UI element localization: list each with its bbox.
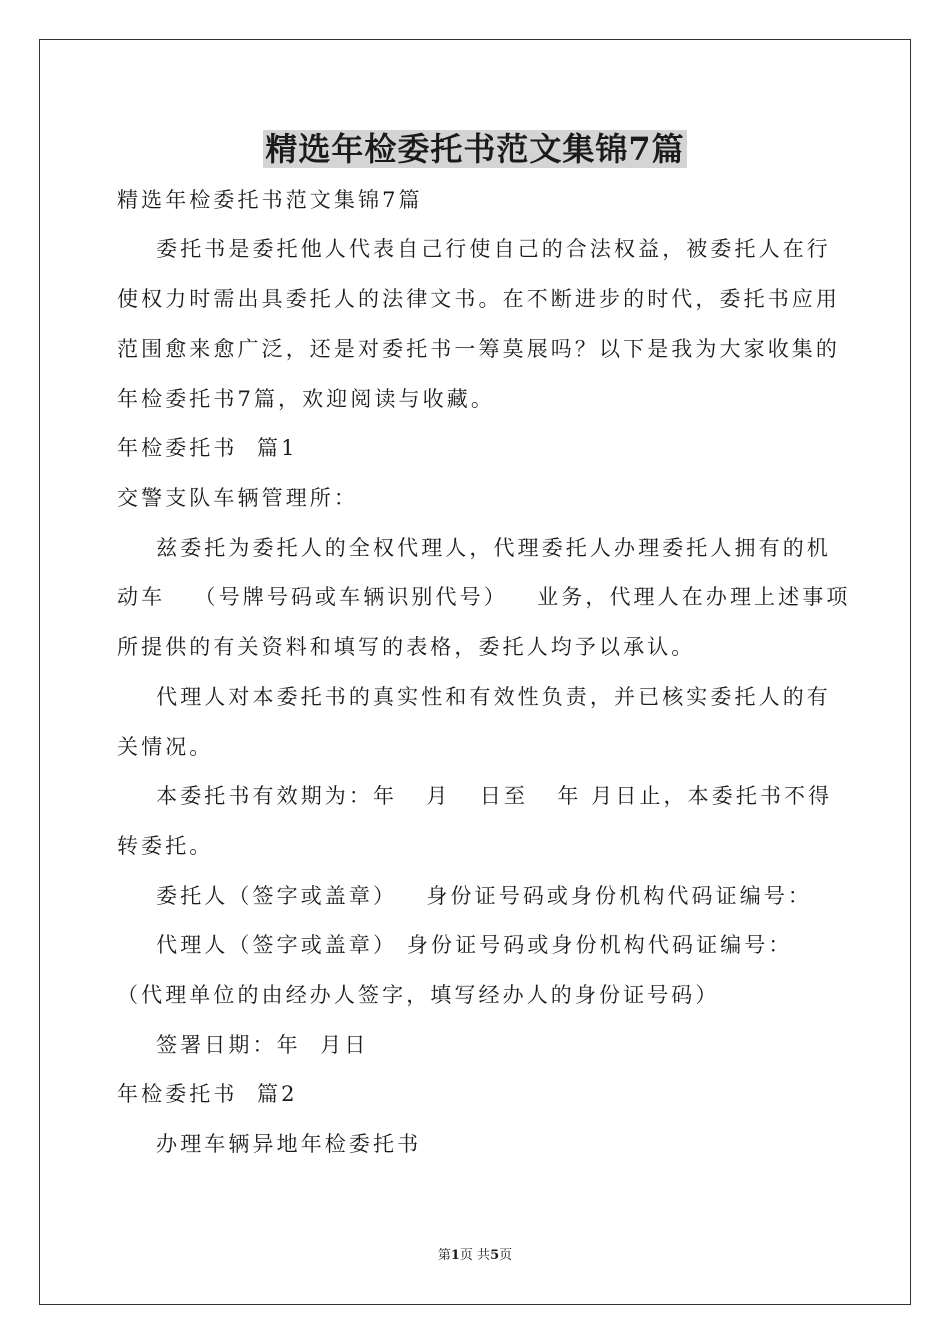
footer-total-pages: 5 xyxy=(490,1248,500,1263)
paragraph-line: 办理车辆异地年检委托书 xyxy=(117,1132,422,1156)
paragraph-line: 委托书是委托他人代表自己行使自己的合法权益，被委托人在行 xyxy=(117,237,831,261)
signature-line: 委托人（签字或盖章） 身份证号码或身份机构代码证编号： xyxy=(117,884,813,908)
document-title xyxy=(0,126,950,172)
date-line: 签署日期：年 月日 xyxy=(117,1033,369,1057)
section-heading: 年检委托书 篇2 xyxy=(117,1082,298,1106)
paragraph-line: 本委托书有效期为：年 月 日至 年 月日止，本委托书不得 xyxy=(117,784,833,808)
footer-suffix: 页 xyxy=(499,1248,513,1263)
footer-page-number: 1 xyxy=(450,1248,460,1263)
page-border xyxy=(39,39,911,1305)
page-footer xyxy=(0,1247,950,1265)
footer-prefix: 第 xyxy=(437,1248,451,1263)
note-line: （代理单位的由经办人签字，填写经办人的身份证号码） xyxy=(117,983,720,1007)
paragraph-line: 转委托。 xyxy=(117,834,214,858)
section-heading: 年检委托书 篇1 xyxy=(117,436,298,460)
paragraph-line: 兹委托为委托人的全权代理人，代理委托人办理委托人拥有的机 xyxy=(117,536,831,560)
paragraph-line: 使权力时需出具委托人的法律文书。在不断进步的时代，委托书应用 xyxy=(117,287,840,311)
paragraph-line: 关情况。 xyxy=(117,735,214,759)
paragraph-line: 范围愈来愈广泛，还是对委托书一筹莫展吗？以下是我为大家收集的 xyxy=(117,337,840,361)
subtitle-line: 精选年检委托书范文集锦7篇 xyxy=(117,188,423,212)
signature-line: 代理人（签字或盖章） 身份证号码或身份机构代码证编号： xyxy=(117,933,793,957)
paragraph-line: 代理人对本委托书的真实性和有效性负责，并已核实委托人的有 xyxy=(117,685,831,709)
document-title-text: 精选年检委托书范文集锦7篇 xyxy=(265,130,685,168)
footer-mid: 页 共 xyxy=(459,1248,491,1263)
paragraph-line: 年检委托书7篇，欢迎阅读与收藏。 xyxy=(117,387,495,411)
paragraph-line: 动车 （号牌号码或车辆识别代号） 业务，代理人在办理上述事项 xyxy=(117,585,851,609)
addressee-line: 交警支队车辆管理所： xyxy=(117,486,358,510)
paragraph-line: 所提供的有关资料和填写的表格，委托人均予以承认。 xyxy=(117,635,696,659)
